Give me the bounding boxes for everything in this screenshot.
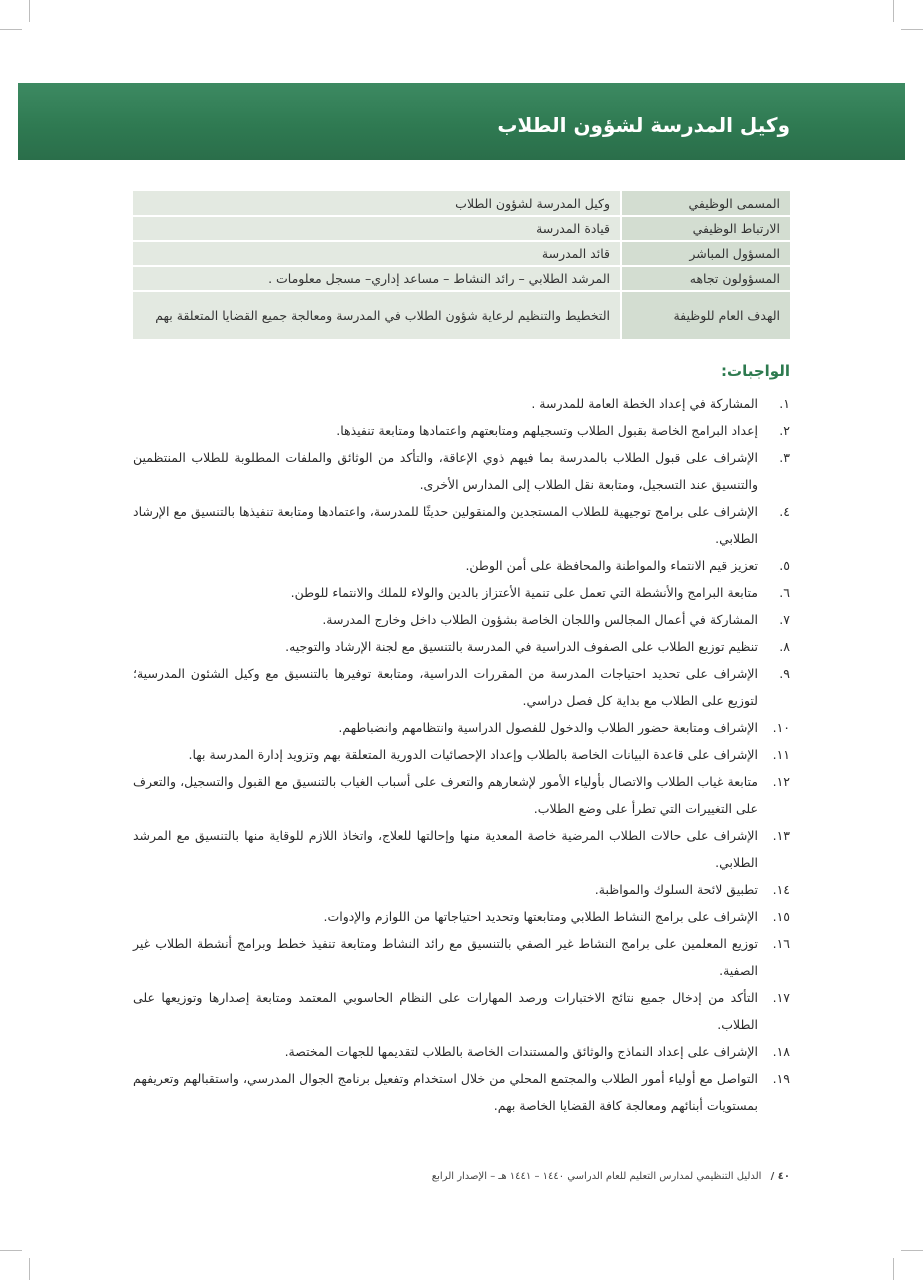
duty-item bbox=[133, 903, 790, 930]
duty-number: ١٧. bbox=[772, 990, 790, 1005]
crop-mark bbox=[29, 1258, 30, 1280]
duty-text: الإشراف على برامج النشاط الطلابي ومتابعتها وتحديد احتياجاتها من اللوازم والإدوات. bbox=[323, 909, 758, 924]
duty-item bbox=[133, 876, 790, 903]
info-label: المسؤول المباشر bbox=[621, 241, 790, 266]
duty-number: ٢. bbox=[779, 423, 790, 438]
duty-text: تعزيز قيم الانتماء والمواطنة والمحافظة على أمن الوطن. bbox=[465, 558, 758, 573]
duty-item bbox=[133, 822, 790, 876]
duty-item bbox=[133, 768, 790, 822]
duty-text: متابعة البرامج والأنشطة التي تعمل على تنمية الأعتزاز بالدين والولاء للملك والانتماء للوطن. bbox=[290, 585, 758, 600]
duty-item bbox=[133, 930, 790, 984]
duty-text: توزيع المعلمين على برامج النشاط غير الصفي بالتنسيق مع رائد النشاط ومتابعة تنفيذ خطط وبرامج أنشطة الطلاب غير الصفية. bbox=[133, 936, 758, 978]
duty-text: إعداد البرامج الخاصة بقبول الطلاب وتسجيلهم ومتابعتهم واعتمادها ومتابعة تنفيذها. bbox=[336, 423, 758, 438]
info-row bbox=[133, 266, 790, 291]
duty-number: ١٦. bbox=[772, 936, 790, 951]
duty-item bbox=[133, 417, 790, 444]
page-number: ٤٠ / bbox=[770, 1171, 790, 1182]
duty-number: ١٩. bbox=[772, 1071, 790, 1086]
duty-text: الإشراف ومتابعة حضور الطلاب والدخول للفصول الدراسية وانتظامهم وانضباطهم. bbox=[338, 720, 758, 735]
duty-number: ١٥. bbox=[772, 909, 790, 924]
crop-mark bbox=[893, 0, 894, 22]
info-label: الارتباط الوظيفي bbox=[621, 216, 790, 241]
duties-heading: الواجبات: bbox=[721, 362, 790, 380]
duties-list bbox=[133, 390, 790, 1119]
duty-number: ٨. bbox=[779, 639, 790, 654]
info-value: وكيل المدرسة لشؤون الطلاب bbox=[133, 191, 621, 216]
duty-text: الإشراف على قاعدة البيانات الخاصة بالطلاب وإعداد الإحصائيات الدورية المتعلقة بهم وتزويد إدارة المدرسة بها. bbox=[188, 747, 758, 762]
duty-text: متابعة غياب الطلاب والاتصال بأولياء الأمور لإشعارهم والتعرف على أسباب الغياب بالتنسيق مع القبول والتسجيل، والتعرف على التغييرات التي تطرأ على وضع الطلاب. bbox=[133, 774, 758, 816]
info-value: قائد المدرسة bbox=[133, 241, 621, 266]
info-row bbox=[133, 291, 790, 340]
duty-text: التواصل مع أولياء أمور الطلاب والمجتمع المحلي من خلال استخدام وتفعيل برنامج الجوال المدرسي، واستقبالهم وتعريفهم بمستويات أبنائهم ومعالجة كافة القضايا الخاصة بهم. bbox=[133, 1071, 758, 1113]
duty-item bbox=[133, 633, 790, 660]
duty-item bbox=[133, 984, 790, 1038]
duty-text: الإشراف على قبول الطلاب بالمدرسة بما فيهم ذوي الإعاقة، والتأكد من الوثائق والملفات المطلوبة للطلاب المنتظمين والتنسيق عند التسجيل، ومتابعة نقل الطلاب إلى المدارس الأخرى. bbox=[133, 450, 758, 492]
duty-number: ٥. bbox=[779, 558, 790, 573]
duty-number: ١. bbox=[779, 396, 790, 411]
info-row bbox=[133, 191, 790, 216]
duty-text: الإشراف على إعداد النماذج والوثائق والمستندات الخاصة بالطلاب لتقديمها للجهات المختصة. bbox=[284, 1044, 758, 1059]
duty-item bbox=[133, 606, 790, 633]
duty-item bbox=[133, 741, 790, 768]
duty-text: تنظيم توزيع الطلاب على الصفوف الدراسية في المدرسة بالتنسيق مع لجنة الإرشاد والتوجيه. bbox=[285, 639, 758, 654]
info-label: المسمى الوظيفي bbox=[621, 191, 790, 216]
header-banner bbox=[18, 83, 905, 160]
page-footer bbox=[432, 1171, 790, 1182]
duty-number: ١١. bbox=[772, 747, 790, 762]
crop-mark bbox=[901, 1250, 923, 1251]
duty-text: التأكد من إدخال جميع نتائج الاختبارات ورصد المهارات على النظام الحاسوبي المعتمد ومتابعة إصدارها وتوزيعها على الطلاب. bbox=[133, 990, 758, 1032]
duty-item bbox=[133, 552, 790, 579]
page-title: وكيل المدرسة لشؤون الطلاب bbox=[497, 113, 790, 137]
crop-mark bbox=[901, 29, 923, 30]
crop-mark bbox=[0, 1250, 22, 1251]
crop-mark bbox=[893, 1258, 894, 1280]
info-label: المسؤولون تجاهه bbox=[621, 266, 790, 291]
duty-text: المشاركة في أعمال المجالس واللجان الخاصة بشؤون الطلاب داخل وخارج المدرسة. bbox=[322, 612, 758, 627]
info-row bbox=[133, 241, 790, 266]
duty-text: الإشراف على تحديد احتياجات المدرسة من المقررات الدراسية، ومتابعة توفيرها بالتنسيق مع وكيل الشئون المدرسية؛ لتوزيع على الطلاب مع بداية كل فصل دراسي. bbox=[133, 666, 758, 708]
duty-number: ١٣. bbox=[772, 828, 790, 843]
duty-number: ١٨. bbox=[772, 1044, 790, 1059]
duty-number: ٤. bbox=[779, 504, 790, 519]
duty-item bbox=[133, 1038, 790, 1065]
duty-number: ٧. bbox=[779, 612, 790, 627]
info-label: الهدف العام للوظيفة bbox=[621, 291, 790, 340]
info-value: قيادة المدرسة bbox=[133, 216, 621, 241]
duty-text: الإشراف على برامج توجيهية للطلاب المستجدين والمنقولين حديثًا للمدرسة، واعتمادها ومتابعة تنفيذها بالتنسيق مع الإرشاد الطلابي. bbox=[133, 504, 758, 546]
duty-item bbox=[133, 390, 790, 417]
crop-mark bbox=[29, 0, 30, 22]
duty-number: ١٢. bbox=[772, 774, 790, 789]
duty-item bbox=[133, 579, 790, 606]
duty-item bbox=[133, 660, 790, 714]
info-value: المرشد الطلابي – رائد النشاط – مساعد إداري– مسجل معلومات . bbox=[133, 266, 621, 291]
duty-number: ١٠. bbox=[772, 720, 790, 735]
info-value: التخطيط والتنظيم لرعاية شؤون الطلاب في المدرسة ومعالجة جميع القضايا المتعلقة بهم bbox=[133, 291, 621, 340]
duty-text: المشاركة في إعداد الخطة العامة للمدرسة . bbox=[531, 396, 758, 411]
duty-number: ٦. bbox=[779, 585, 790, 600]
crop-mark bbox=[0, 29, 22, 30]
duty-number: ٣. bbox=[779, 450, 790, 465]
job-info-table bbox=[133, 191, 790, 341]
duty-number: ١٤. bbox=[772, 882, 790, 897]
duty-item bbox=[133, 444, 790, 498]
duty-text: الإشراف على حالات الطلاب المرضية خاصة المعدية منها وإحالتها للعلاج، واتخاذ اللازم للوقاية منها بالتنسيق مع المرشد الطلابي. bbox=[133, 828, 758, 870]
info-row bbox=[133, 216, 790, 241]
duty-item bbox=[133, 714, 790, 741]
duty-number: ٩. bbox=[779, 666, 790, 681]
footer-text: الدليل التنظيمي لمدارس التعليم للعام الدراسي ١٤٤٠ – ١٤٤١ هـ – الإصدار الرابع bbox=[431, 1171, 762, 1182]
duty-item bbox=[133, 1065, 790, 1119]
duty-item bbox=[133, 498, 790, 552]
duty-text: تطبيق لائحة السلوك والمواظبة. bbox=[594, 882, 758, 897]
